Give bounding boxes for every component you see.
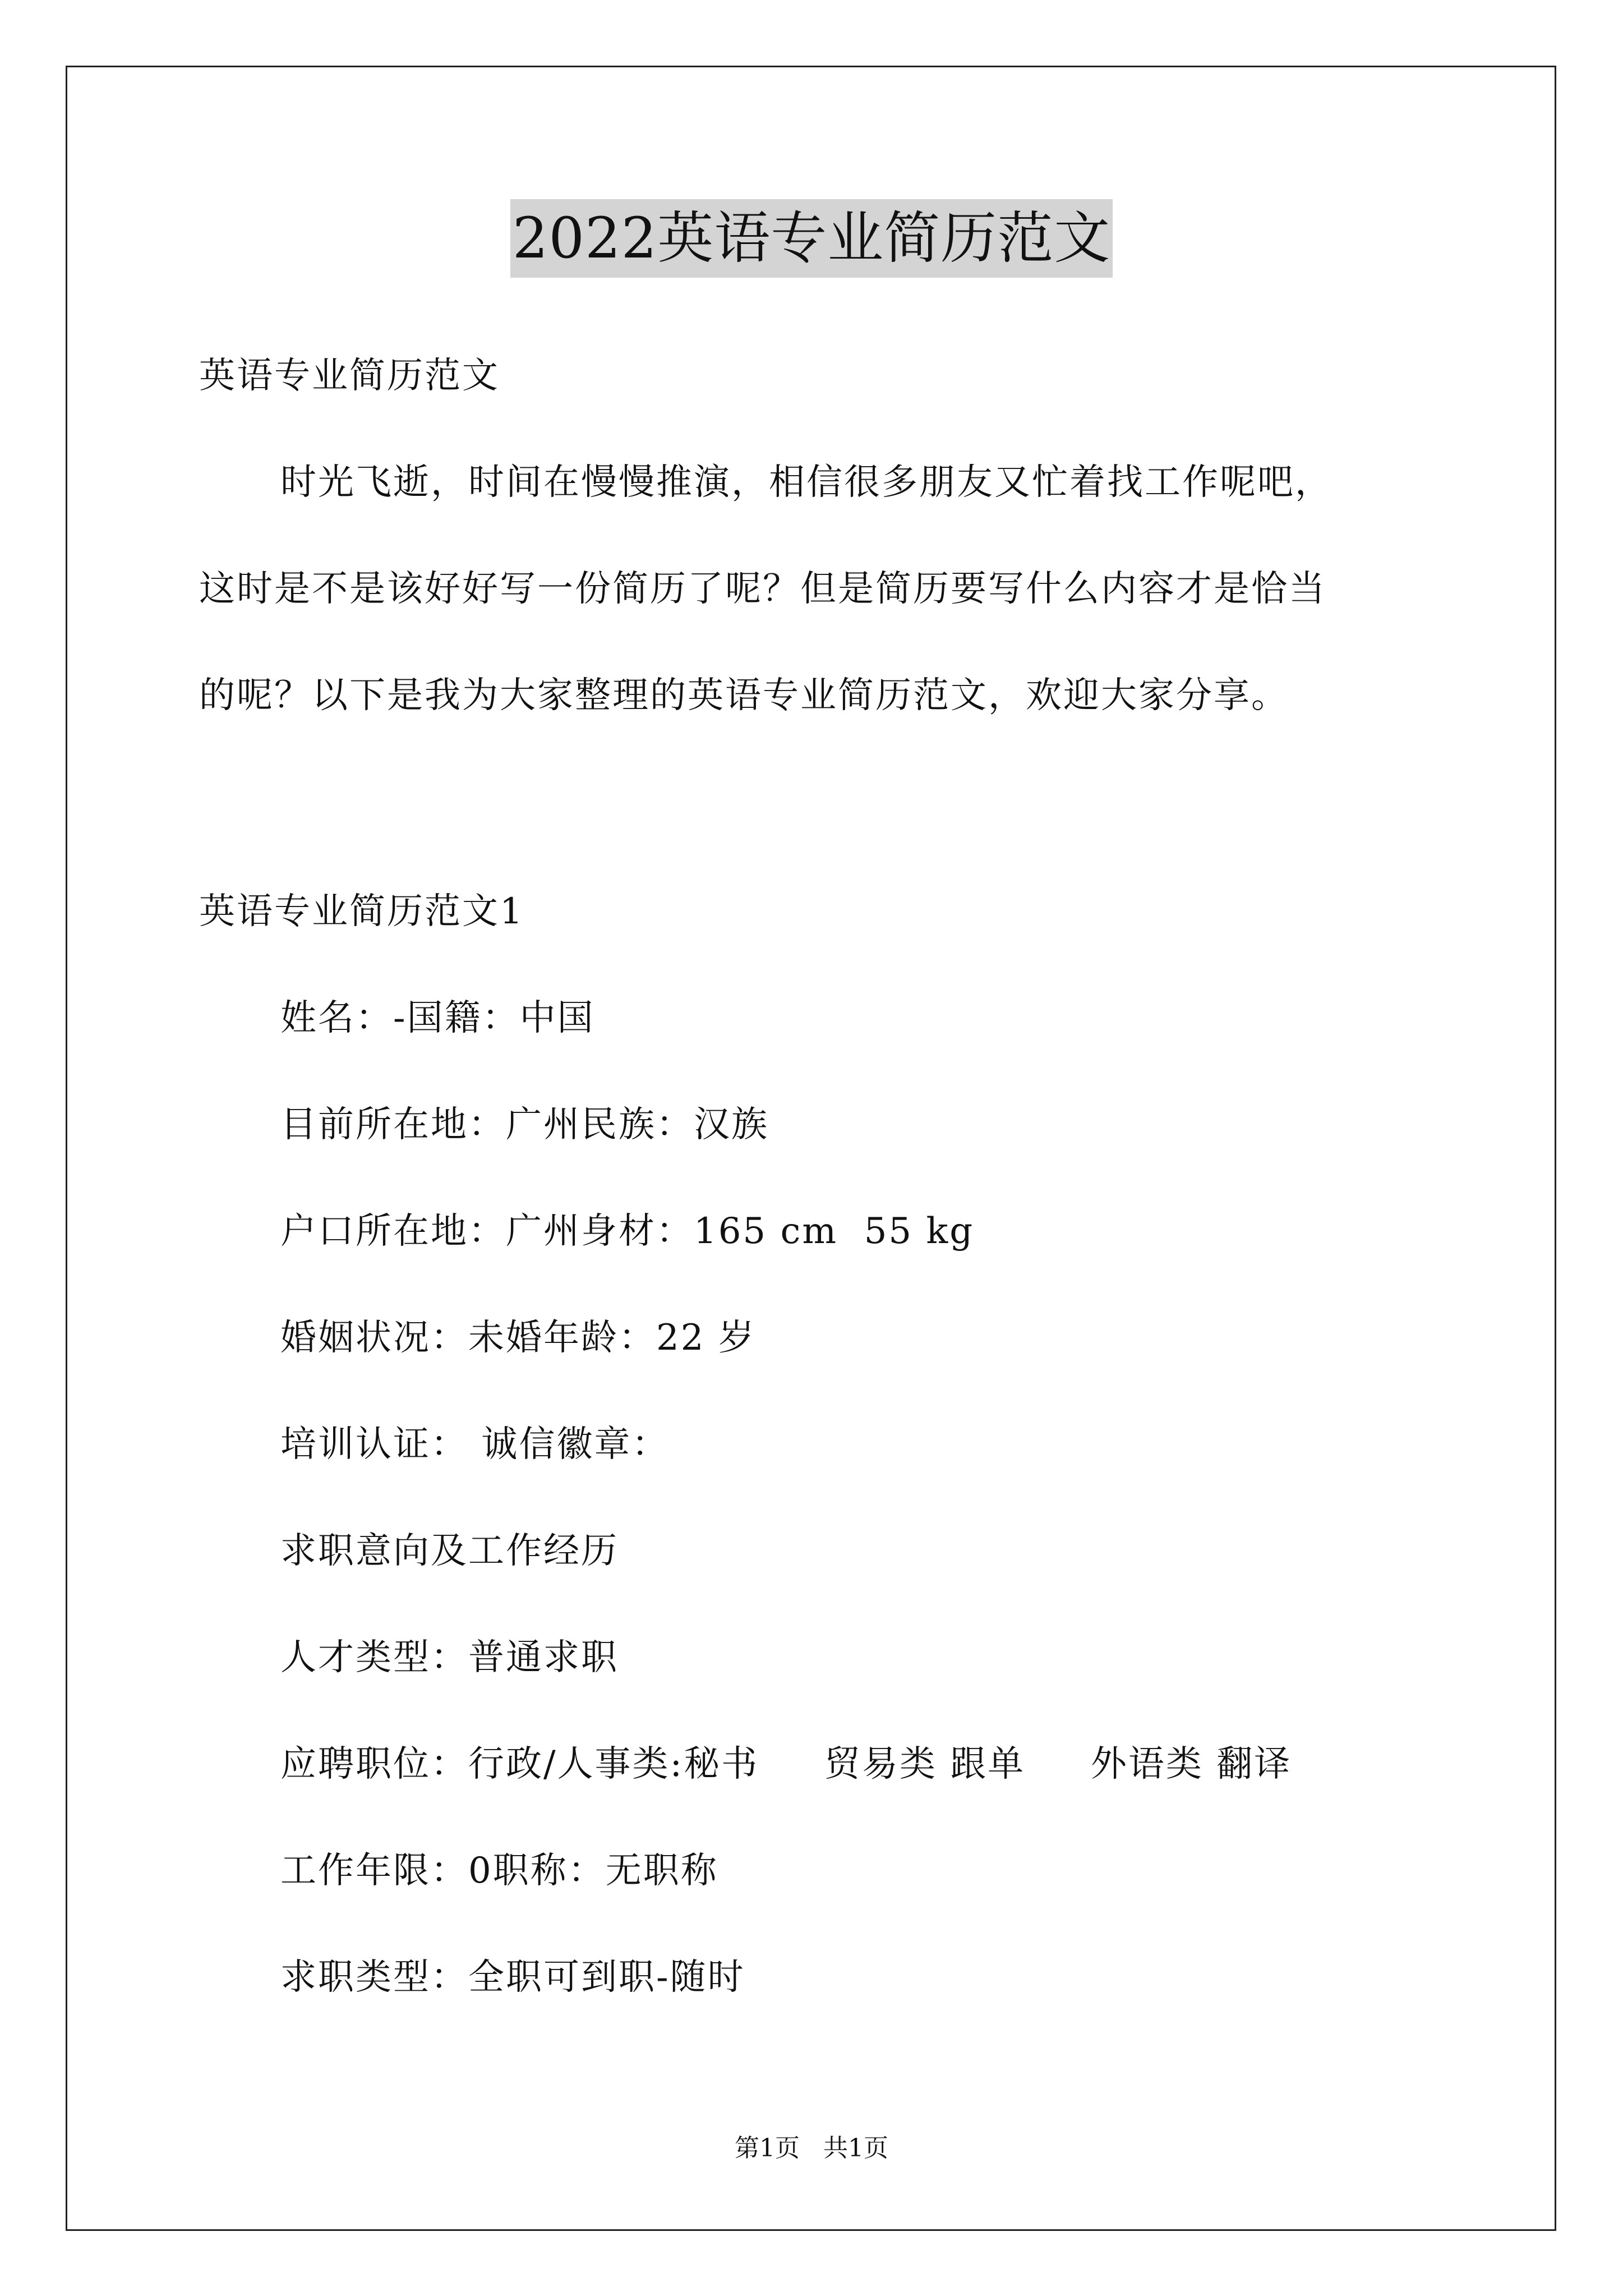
field-job-type: 求职类型：全职可到职-随时	[280, 1957, 745, 1998]
field-talent-type: 人才类型：普通求职	[280, 1637, 619, 1678]
intro-line-3: 的呢？以下是我为大家整理的英语专业简历范文，欢迎大家分享。	[199, 675, 1289, 716]
field-residence-physique: 户口所在地：广州身材：165 cm 55 kg	[280, 1211, 975, 1252]
field-work-years-title: 工作年限：0职称：无职称	[280, 1850, 718, 1892]
field-applied-positions: 应聘职位：行政/人事类:秘书 贸易类 跟单 外语类 翻译	[280, 1743, 1292, 1785]
field-location-ethnicity: 目前所在地：广州民族：汉族	[280, 1104, 769, 1145]
field-certification: 培训认证： 诚信徽章：	[280, 1424, 670, 1465]
intro-line-1: 时光飞逝，时间在慢慢推演，相信很多朋友又忙着找工作呢吧，	[280, 462, 1332, 503]
field-job-intention-heading: 求职意向及工作经历	[280, 1530, 619, 1572]
page-footer: 第1页 共1页	[735, 2134, 888, 2162]
title-wrapper	[0, 199, 1623, 278]
field-marital-age: 婚姻状况：未婚年龄：22 岁	[280, 1317, 756, 1359]
document-subtitle: 英语专业简历范文	[199, 355, 500, 397]
intro-line-2: 这时是不是该好好写一份简历了呢？但是简历要写什么内容才是恰当	[199, 568, 1326, 610]
field-name-nationality: 姓名：-国籍：中国	[280, 997, 595, 1039]
document-title: 2022英语专业简历范文	[510, 199, 1113, 278]
section-heading: 英语专业简历范文1	[199, 891, 524, 932]
